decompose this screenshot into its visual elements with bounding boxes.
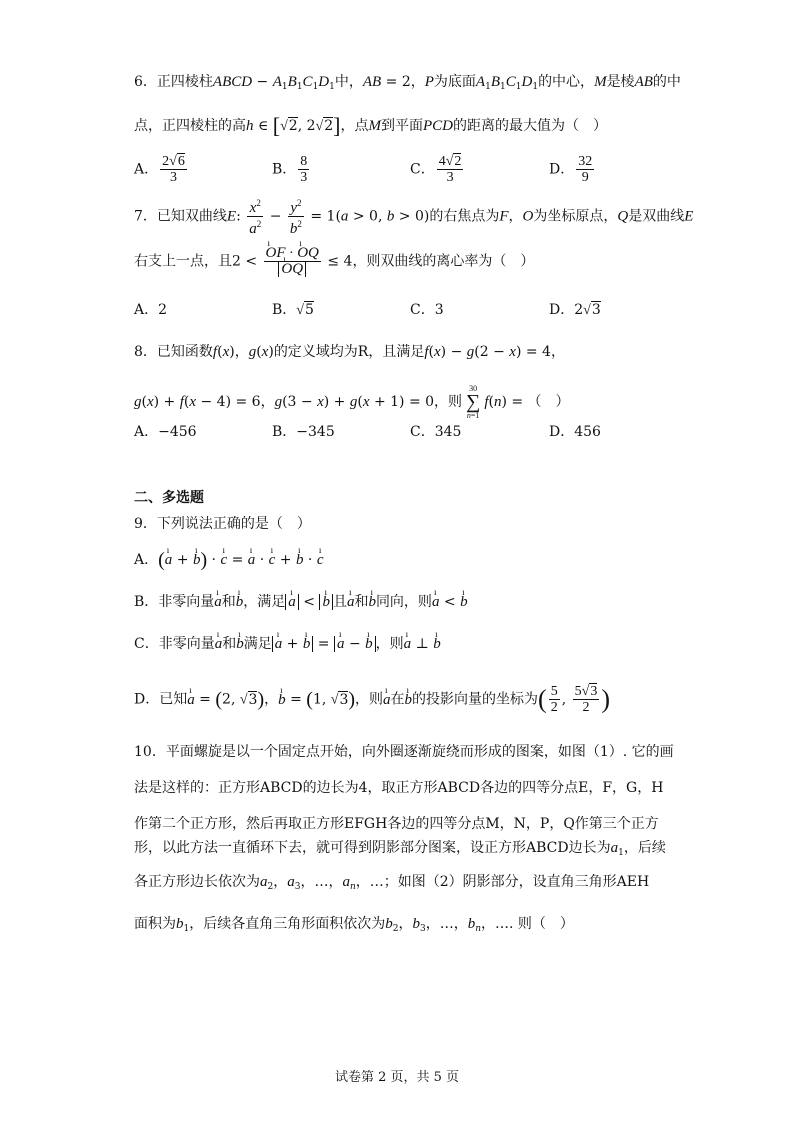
q6-option-a[interactable]: A． $\frac{2√6}{3}$ xyxy=(134,154,185,185)
q8-option-a[interactable]: A．−456 xyxy=(134,424,197,440)
q7-option-c[interactable]: C．3 xyxy=(410,302,444,318)
page-footer: 试卷第 2 页，共 5 页 xyxy=(334,1070,460,1085)
q9-option-d[interactable]: D．已知ı a = (2, √3)，ı b = (1, √3)，则ı a在ı b的投影向量的坐标为( $\frac{5}{2}$ , $\frac{5√3}{2}$ ) xyxy=(134,684,610,715)
q10-line6: 面积为$b_1$，后续各直角三角形面积依次为$b_2$，$b_3$，…，$b_n$，…. 则（ ） xyxy=(134,916,574,934)
q6-line2: 点，正四棱柱的高h ∈ [√2, 2√2]，点M到平面PCD的距离的最大值为（ ） xyxy=(134,113,607,138)
q7-line2: 右支上一点，且2 < ı OF · ı OQ ı OQ ≤ 4，则双曲线的离心率为（ ） xyxy=(134,246,534,277)
q6-option-d[interactable]: D． $\frac{32}{9}$ xyxy=(549,154,593,185)
q6-option-b[interactable]: B． $\frac{8}{3}$ xyxy=(272,154,308,185)
q8-option-d[interactable]: D．456 xyxy=(549,424,601,440)
q10-line3: 作第二个正方形，然后再取正方形EFGH各边的四等分点M，N，P，Q作第三个正方 xyxy=(134,816,659,832)
q8-line2: g(x) + f(x − 4) = 6，g(3 − x) + g(x + 1) = 0，则 30 ∑ n=1 f(n) = （ ） xyxy=(134,384,570,420)
q10-line5: 各正方形边长依次为$a_2$，$a_3$，…，$a_n$，…；如图（2）阴影部分，设直角三角形AEH xyxy=(134,874,650,892)
q9-option-a[interactable]: A．(ı a + ı b) · ı c = ı a · ı c + ı b · ı c xyxy=(134,550,323,570)
q8-line1: 8．已知函数f(x)，g(x)的定义域均为R，且满足f(x) − g(2 − x) = 4， xyxy=(134,344,565,360)
section-heading: 二、多选题 xyxy=(134,490,204,506)
q8-option-c[interactable]: C．345 xyxy=(410,424,462,440)
q9-stem: 9．下列说法正确的是（ ） xyxy=(134,516,311,532)
q7-option-d[interactable]: D．2√3 xyxy=(549,302,601,318)
q8-option-b[interactable]: B．−345 xyxy=(272,424,335,440)
q10-line4: 形，以此方法一直循环下去，就可得到阴影部分图案，设正方形ABCD边长为$a_1$，后续 xyxy=(134,840,666,858)
q6-option-c[interactable]: C． $\frac{4√2}{3}$ xyxy=(410,154,462,185)
q7-line1: 7．已知双曲线E: $\frac{x^2}{a^2}$ − $\frac{y^2}{b^2}$ = 1(a > 0, b > 0)的右焦点为F，O为坐标原点，Q是双曲线E xyxy=(134,198,694,237)
q7-option-b[interactable]: B．√5 xyxy=(272,302,314,318)
q7-option-a[interactable]: A．2 xyxy=(134,302,168,318)
q10-line2: 法是这样的：正方形ABCD的边长为4，取正方形ABCD各边的四等分点E，F，G，H xyxy=(134,780,664,796)
q9-option-c[interactable]: C．非零向量ı a和ı b满足ı a + ı b = ı a − ı b ，则ı a ⊥ ı b xyxy=(134,634,441,654)
q6-line1: 6．正四棱柱ABCD − $A_1B_1C_1D_1$中，AB = 2，P为底面$A_1B_1C_1D_1$的中心，M是棱AB的中 xyxy=(134,74,681,92)
q10-line1: 10．平面螺旋是以一个固定点开始，向外圈逐渐旋绕而形成的图案，如图（1）. 它的画 xyxy=(134,744,674,760)
q9-option-b[interactable]: B．非零向量ı a和ı b，满足ı a < ı b 且ı a和ı b同向，则ı a < ı b xyxy=(134,592,468,612)
